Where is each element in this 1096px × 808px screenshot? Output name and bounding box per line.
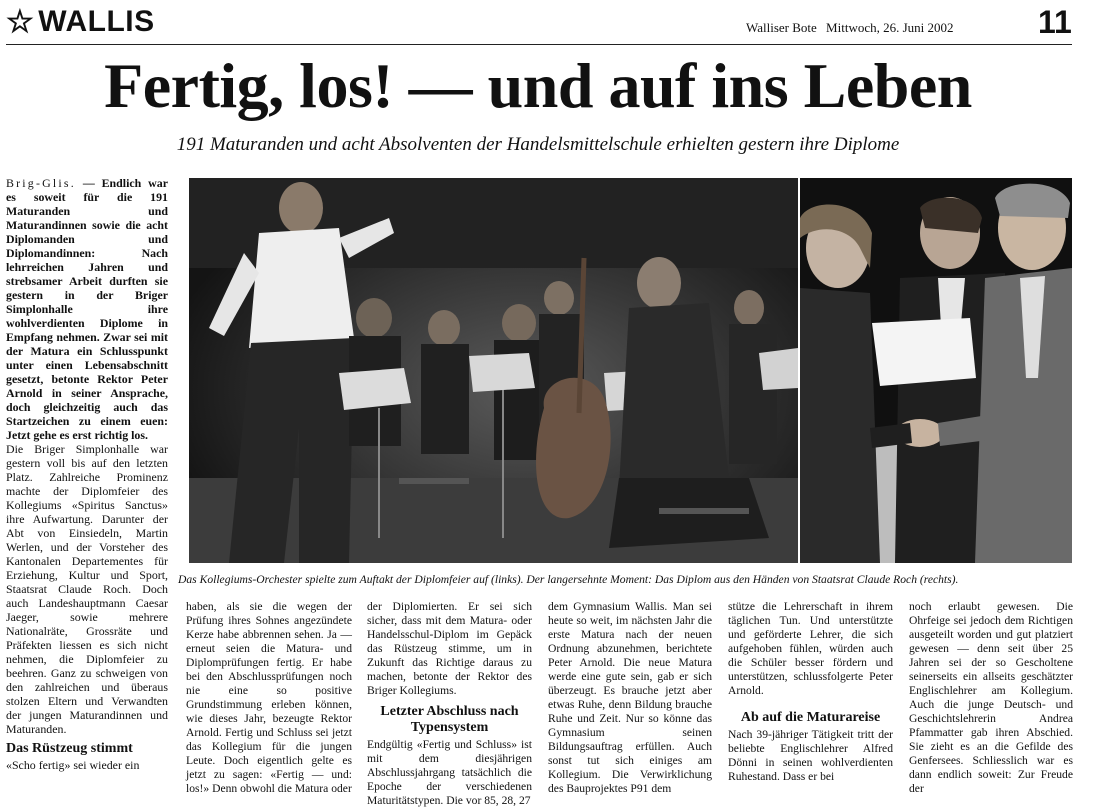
lead-column <box>6 176 168 772</box>
column-3 <box>367 600 532 808</box>
body-paragraph: dem Gymnasium Wallis. Man sei heute so weit, im nächsten Jahr die erste Matura nach der neuen Ordnung abzunehmen, berichtete Peter Arnold. Die neue Matura werde eine gute sein, gab er sich überzeugt. Es brauche jetzt aber etwas Ruhe, denn Bildung brauche Ruhe und Zeit. Nur so könne das Gymnasium seinen Bildungsauftrag erfüllen. Auch sonst tut sich einiges am Kollegium. Die Verwirklichung des Bauprojektes P91 dem <box>548 600 712 795</box>
section-title <box>6 2 155 42</box>
header-rule <box>6 44 1072 45</box>
dateline: Brig-Glis. <box>6 176 76 190</box>
body-paragraph: der Diplomierten. Er sei sich sicher, dass mit dem Matura- oder Handelsschul-Diplom im Gepäck das Rüstzeug stimme, um in Zukunft das Richtige daraus zu machen, betonte der Rektor des Briger Kollegiums. <box>367 600 532 697</box>
lead-text: — Endlich war es soweit für die 191 Maturanden und Maturandinnen sowie die acht Diplomanden und Diplomandinnen: Nach lehrreichen Jahren und strebsamer Arbeit durften sie gestern in der Briger Simplonhalle ihre wohlverdienten Diplome in Empfang nehmen. Zwar sei mit der Matura ein Schlusspunkt unter einen Lebensabschnitt gesetzt, betonte Rektor Peter Arnold in seiner Ansprache, doch gleichzeitig auch das Startzeichen zu einem euen: Jetzt gehe es erst richtig los. <box>6 176 168 442</box>
body-paragraph: stütze die Lehrerschaft in ihrem täglichen Tun. Und unterstützte und geförderte Lehrer, die sich aufgehoben fühlen, würden auch die Schüler besser fördern und unterstützen, schlussfolgerte Peter Arnold. <box>728 600 893 697</box>
column-5 <box>728 600 893 784</box>
photo-orchestra <box>189 178 798 563</box>
body-paragraph: haben, als sie die wegen der Prüfung ihres Sohnes angezündete Kerze habe abbrennen sehen. Ja — erneut seien die Matura- und Diplomprüfungen fertig. Er habe bei den Abschlussprüfungen noch nie eine so positive Grundstimmung erleben können, wie dieses Jahr, bezeugte Rektor Arnold. Fertig und Schluss sei jetzt das Kollegium für die jungen Leute. Doch eigentlich gelte es jetzt zu sagen: «Fertig — und: los!» Denn obwohl die Matura oder <box>186 600 352 795</box>
newspaper-name: Walliser Bote <box>746 20 817 35</box>
section-name: WALLIS <box>38 5 155 38</box>
subhead-ruestzeug: Das Rüstzeug stimmt <box>6 741 133 756</box>
headline: Fertig, los! — und auf ins Leben <box>104 50 972 121</box>
page-number: 11 <box>1038 4 1072 40</box>
body-paragraph: «Scho fertig» sei wieder ein <box>6 758 140 772</box>
body-paragraph: Endgültig «Fertig und Schluss» ist mit dem diesjährigen Abschlussjahrgang tatsächlich die Epoche der verschiedenen Maturitätstypen. Die vor 85, 28, 27 <box>367 738 532 807</box>
column-6 <box>909 600 1073 796</box>
photo-caption: Das Kollegiums-Orchester spielte zum Auftakt der Diplomfeier auf (links). Der langersehnte Moment: Das Diplom aus den Händen von Staatsrat Claude Roch (rechts). <box>178 573 959 586</box>
column-4 <box>548 600 712 796</box>
subhead-maturareise: Ab auf die Maturareise <box>740 710 881 725</box>
body-paragraph: Nach 39-jähriger Tätigkeit tritt der beliebte Englischlehrer Alfred Dönni in seinen wohlverdienten Ruhestand. Dass er bei <box>728 728 893 783</box>
subtitle: 191 Maturanden und acht Absolventen der Handelsmittelschule erhielten gestern ihre Diplome <box>176 134 900 155</box>
body-paragraph: Die Briger Simplonhalle war gestern voll bis auf den letzten Platz. Zahlreiche Prominenz machte der Diplomfeier des Kollegiums «Spiritus Sanctus» ihre Aufwartung. Darunter der Abt von Einsiedeln, Martin Werlen, und der Vorsteher des Kantonalen Departementes für Erziehung, Kultur und Sport, Staatsrat Claude Roch. Doch auch Landeshauptmann Caesar Jaeger, sowie mehrere Nationalräte, Grossräte und Präfekten liessen es sich nicht nehmen, die Diplomfeier zu beehren. Ganz zu schweigen von den zahlreichen und überaus stolzen Eltern und Verwandten der jungen Maturandinnen und Maturanden. <box>6 442 168 736</box>
issue-date: Mittwoch, 26. Juni 2002 <box>826 20 954 35</box>
lead-paragraph <box>6 176 168 442</box>
subhead-typensystem: Letzter Abschluss nach Typensystem <box>380 704 519 735</box>
body-paragraph: noch erlaubt gewesen. Die Ohrfeige sei jedoch dem Richtigen ausgeteilt worden und gut platziert gewesen — denn seit über 25 Jahren sei der so Gescholtene seinerseits ein allseits geschätzter Englischlehrer am Kollegium. Auch die junge Deutsch- und Geschichtslehrerin Andrea Pfammatter gab ihren Abschied. Sie zieht es an die Gefilde des Genfersees. Schliesslich war es dann endlich soweit: Zur Freude der <box>909 600 1073 795</box>
photo-diploma-handover <box>800 178 1072 563</box>
masthead-info <box>746 20 960 36</box>
star-outline-icon: ☆ <box>6 4 35 39</box>
column-2 <box>186 600 352 796</box>
